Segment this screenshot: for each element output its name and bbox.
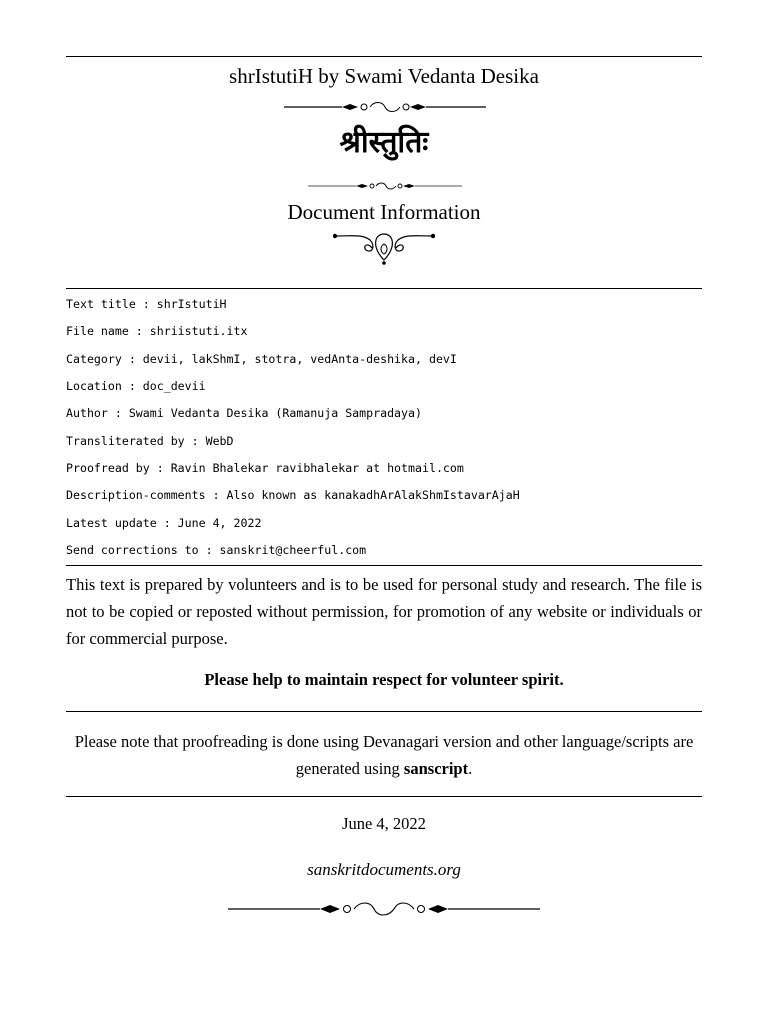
section-title: Document Information bbox=[287, 200, 481, 224]
devanagari-title: श्रीस्तुतिः bbox=[339, 125, 429, 160]
curl-ornament-icon bbox=[332, 226, 436, 266]
meta-file-name: File name : shriistuti.itx bbox=[66, 324, 248, 338]
meta-latest-update: Latest update : June 4, 2022 bbox=[66, 516, 262, 530]
document-date: June 4, 2022 bbox=[342, 814, 426, 833]
meta-text-title: Text title : shrIstutiH bbox=[66, 297, 227, 311]
meta-category: Category : devii, lakShmI, stotra, vedAnta-deshika, devI bbox=[66, 352, 457, 366]
meta-proofread-by: Proofread by : Ravin Bhalekar ravibhalekar at hotmail.com bbox=[66, 461, 464, 475]
notice-rule bbox=[66, 711, 702, 712]
info-bottom-rule bbox=[66, 565, 702, 566]
respect-message: Please help to maintain respect for volunteer spirit. bbox=[204, 670, 564, 689]
document-title: shrIstutiH by Swami Vedanta Desika bbox=[229, 64, 539, 88]
volunteer-notice: This text is prepared by volunteers and is to be used for personal study and research. The file is not to be copied or reposted without permission, for promotion of any website or individuals or for commercial purpose. bbox=[66, 575, 702, 648]
note-rule bbox=[66, 796, 702, 797]
top-rule bbox=[66, 56, 702, 57]
meta-location: Location : doc_devii bbox=[66, 379, 206, 393]
proofreading-note bbox=[66, 728, 702, 782]
flourish-divider-icon bbox=[284, 100, 486, 114]
meta-author: Author : Swami Vedanta Desika (Ramanuja Sampradaya) bbox=[66, 406, 422, 420]
proofreading-note-end: . bbox=[468, 759, 473, 778]
proofreading-note-text: Please note that proofreading is done using Devanagari version and other language/scripts are generated using bbox=[74, 732, 694, 778]
sanscript-label: sanscript bbox=[403, 759, 469, 778]
info-top-rule bbox=[66, 288, 702, 289]
site-name: sanskritdocuments.org bbox=[307, 860, 461, 879]
meta-send-corrections: Send corrections to : sanskrit@cheerful.com bbox=[66, 543, 367, 557]
meta-transliterated-by: Transliterated by : WebD bbox=[66, 434, 234, 448]
bottom-flourish-divider-icon bbox=[228, 901, 540, 917]
meta-description: Description-comments : Also known as kanakadhArAlakShmIstavarAjaH bbox=[66, 488, 520, 502]
small-flourish-divider-icon bbox=[308, 180, 462, 192]
